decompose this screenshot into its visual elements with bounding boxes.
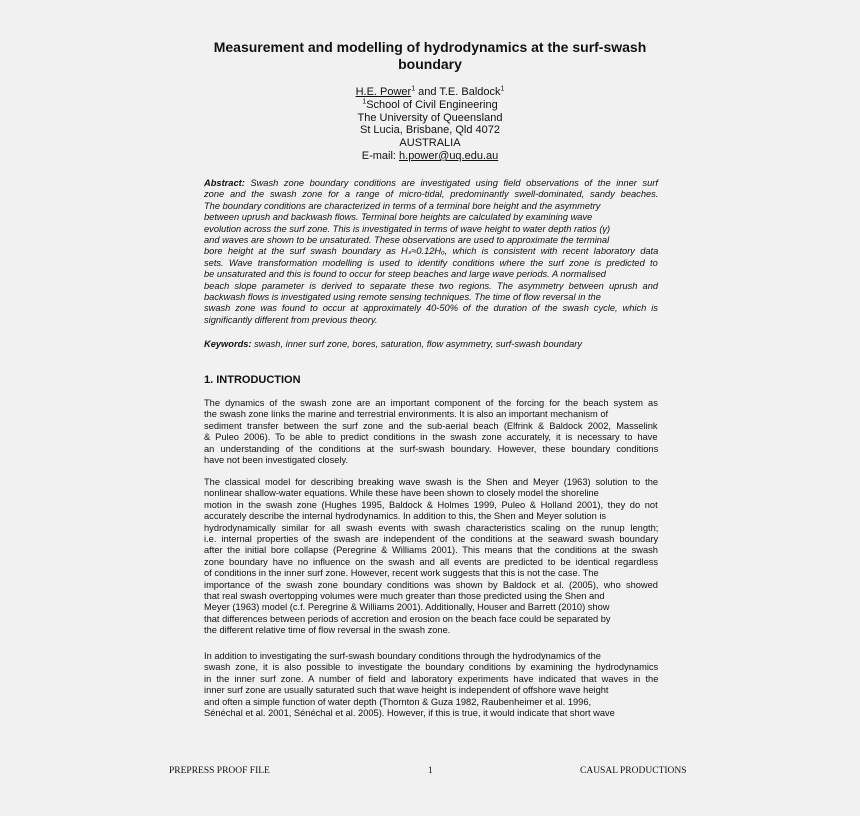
- school-text: School of Civil Engineering: [366, 98, 498, 111]
- email-label: E-mail:: [361, 149, 400, 162]
- keywords: [204, 339, 658, 350]
- abstract-label: Abstract:: [204, 178, 245, 188]
- author-block: [230, 86, 630, 163]
- paragraph-line: hydrodynamically similar for all swash events with swash characteristics scaling on the runup length;: [204, 522, 659, 533]
- abstract-line: bore height at the surf swash boundary as Hₛ≈0.12Hₒ, which is consistent with recent laboratory data: [204, 246, 659, 257]
- paragraph-line: nonlinear shallow-water equations. While these have been shown to closely model the shoreline: [204, 488, 599, 499]
- abstract-line: zone and the swash zone for a range of micro-tidal, predominantly swell-dominated, sandy beaches.: [204, 189, 659, 200]
- abstract-line: swash zone was found to occur at approximately 40-50% of the duration of the swash cycle, which is: [204, 303, 658, 314]
- paragraph-line: and often a simple function of water depth (Thornton & Guza 1982, Raubenheimer et al. 1996,: [204, 696, 592, 707]
- paragraph-line: have not been investigated closely.: [204, 455, 349, 466]
- paragraph-line: the swash zone links the marine and terrestrial environments. It is also an important mechanism of: [204, 409, 609, 420]
- paragraph-line: an understanding of the conditions at the surf-swash boundary. However, these boundary conditions: [204, 443, 659, 454]
- abstract-line: significantly different from previous theory.: [204, 314, 378, 325]
- abstract-line: beach slope parameter is derived to separate these two regions. The asymmetry between uprush and: [204, 280, 659, 291]
- paragraph-line: importance of the swash zone boundary conditions was shown by Baldock et al. (2005), who showed: [204, 579, 658, 590]
- paper-title: [190, 39, 670, 73]
- affiliation-country: AUSTRALIA: [399, 137, 461, 150]
- affiliation-city: St Lucia, Brisbane, Qld 4072: [359, 124, 501, 137]
- footer-left: PREPRESS PROOF FILE: [169, 766, 270, 776]
- title-line-2: boundary: [398, 56, 462, 72]
- title-line-1: Measurement and modelling of hydrodynamics at the surf-swash: [213, 39, 647, 55]
- paragraph-1: [204, 398, 658, 466]
- paragraph-line: that real swash overtopping volumes were much greater than those predicted using the Shen and: [204, 591, 605, 602]
- email-line: [230, 150, 630, 163]
- paragraph-line: & Puleo 2006). To be able to predict conditions in the swash zone accurately, it is necessary to have: [204, 432, 658, 443]
- author-2-sup: 1: [500, 85, 505, 93]
- paragraph-line: zone boundary have no influence on the swash and all events are predicted to be identical regardless: [204, 556, 659, 567]
- affiliation-school: [230, 99, 630, 112]
- paragraph-line: Sénéchal et al. 2001, Sénéchal et al. 2005). However, if this is true, it would indicate that short wave: [204, 708, 615, 719]
- paragraph-line: after the initial bore collapse (Peregrine & Williams 2001). This means that the conditions at the swash: [204, 545, 658, 556]
- footer-page-number: 1: [428, 766, 433, 776]
- paragraph-line: the different relative time of flow reversal in the swash zone.: [204, 625, 451, 636]
- abstract-text: Swash zone boundary conditions are investigated using field observations of the inner surf: [244, 178, 658, 188]
- email-link[interactable]: h.power@uq.edu.au: [399, 149, 499, 162]
- paragraph-line: of conditions in the inner surf zone. However, recent work suggests that this is not the case. The: [204, 568, 599, 579]
- paragraph-line: inner surf zone are usually saturated such that wave height is independent of offshore wave height: [204, 685, 609, 696]
- affiliation-sup: 1: [362, 98, 367, 106]
- paragraph-line: i.e. internal properties of the swash are independent of the conditions at the seaward swash boundary: [204, 534, 659, 545]
- abstract-line: The boundary conditions are characterized in terms of a terminal bore height and the asymmetry: [204, 200, 601, 211]
- author-1: H.E. Power: [355, 86, 412, 98]
- section-heading: 1. INTRODUCTION: [204, 374, 301, 386]
- abstract-line: evolution across the surf zone. This is investigated in terms of wave height to water depth ratios (γ): [204, 223, 611, 234]
- paragraph-line: sediment transfer between the surf zone and the sub-aerial beach (Elfrink & Baldock 2002, Masselink: [204, 420, 658, 431]
- abstract-line: be unsaturated and this is found to occur for steep beaches and large wave periods. A normalised: [204, 269, 606, 280]
- author-1-sup: 1: [411, 85, 416, 93]
- abstract-line: backwash flows is investigated using remote sensing techniques. The time of flow reversal in the: [204, 292, 601, 303]
- keywords-label: Keywords:: [204, 339, 252, 349]
- paragraph-line: in the inner surf zone. A number of field and laboratory experiments have indicated that waves in the: [204, 673, 659, 684]
- author-line: [230, 86, 630, 99]
- abstract-line: and waves are shown to be unsaturated. These observations are used to approximate the terminal: [204, 235, 610, 246]
- abstract-line: [204, 178, 658, 189]
- paragraph-2: [204, 477, 658, 637]
- paragraph-line: accurately describe the internal hydrodynamics. In addition to this, the Shen and Meyer solution is: [204, 511, 607, 522]
- keywords-text: swash, inner surf zone, bores, saturation, flow asymmetry, surf-swash boundary: [251, 339, 583, 349]
- paragraph-line: swash zone, it is also possible to investigate the boundary conditions by examining the hydrodynamics: [204, 662, 659, 673]
- paragraph-3: [204, 651, 658, 719]
- paragraph-line: In addition to investigating the surf-swash boundary conditions through the hydrodynamics of the: [204, 651, 601, 661]
- abstract-line: sets. Wave transformation modelling is used to identify conditions where the surf zone is predicted to: [204, 257, 658, 268]
- abstract: [204, 178, 658, 326]
- paragraph-line: that differences between periods of accretion and erosion on the beach face could be separated by: [204, 613, 611, 624]
- author-2: and T.E. Baldock: [415, 86, 501, 98]
- affiliation-university: The University of Queensland: [357, 111, 503, 124]
- paragraph-line: motion in the swash zone (Hughes 1995, Baldock & Holmes 1999, Puleo & Holland 2001), they do not: [204, 499, 658, 510]
- paragraph-line: Meyer (1963) model (c.f. Peregrine & Williams 2001). Additionally, Houser and Barrett (2010) show: [204, 602, 610, 613]
- abstract-line: between uprush and backwash flows. Terminal bore heights are calculated by examining wave: [204, 212, 593, 223]
- paragraph-line: The classical model for describing breaking wave swash is the Shen and Meyer (1963) solution to the: [204, 477, 659, 487]
- paragraph-line: The dynamics of the swash zone are an important component of the forcing for the beach system as: [204, 398, 658, 408]
- footer-right: CAUSAL PRODUCTIONS: [580, 766, 687, 776]
